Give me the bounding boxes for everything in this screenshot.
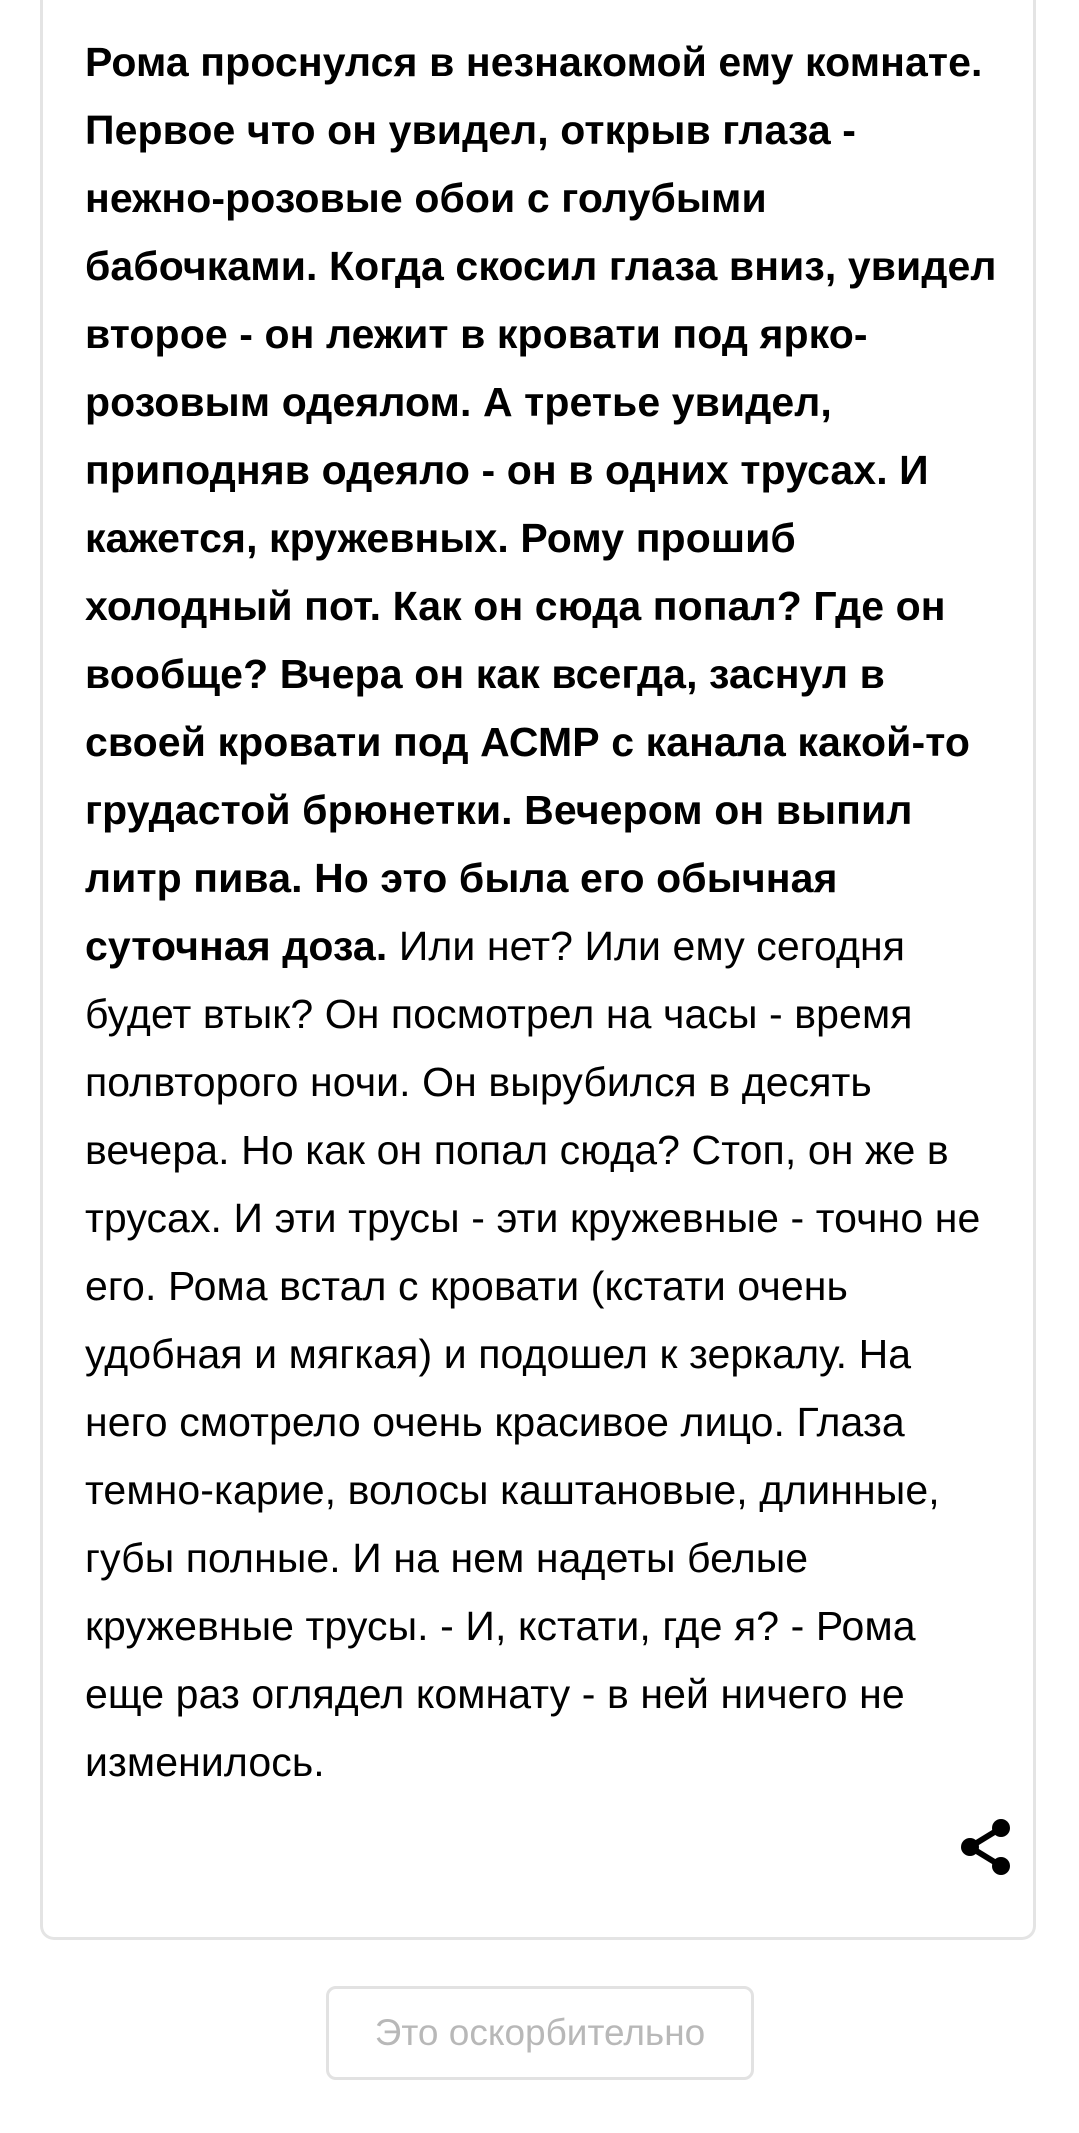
post-text-bold: Рома проснулся в незнакомой ему комнате. Первое что он увидел, открыв глаза - нежно-розовые обои с голубыми бабочками. Когда скосил глаза вниз, увидел второе - он лежит в кровати под ярко-розовым одеялом. А третье увидел, приподняв одеяло - он в одних трусах. И кажется, кружевных. Рому прошиб холодный пот. Как он сюда попал? Где он вообще? Вчера он как всегда, заснул в своей кровати под АСМР с канала какой-то грудастой брюнетки. Вечером он выпил литр пива. Но это была его обычная суточная доза. (85, 39, 997, 969)
report-offensive-button[interactable]: Это оскорбительно (326, 1986, 754, 2080)
post-text (85, 28, 1005, 1796)
share-icon[interactable] (959, 1818, 1013, 1876)
post-card (40, 0, 1036, 1940)
post-text-regular: Или нет? Или ему сегодня будет втык? Он посмотрел на часы - время полвторого ночи. Он вырубился в десять вечера. Но как он попал сюда? Стоп, он же в трусах. И эти трусы - эти кружевные - точно не его. Рома встал с кровати (кстати очень удобная и мягкая) и подошел к зеркалу. На него смотрело очень красивое лицо. Глаза темно-карие, волосы каштановые, длинные, губы полные. И на нем надеты белые кружевные трусы. - И, кстати, где я? - Рома еще раз оглядел комнату - в ней ничего не изменилось. (85, 923, 981, 1785)
